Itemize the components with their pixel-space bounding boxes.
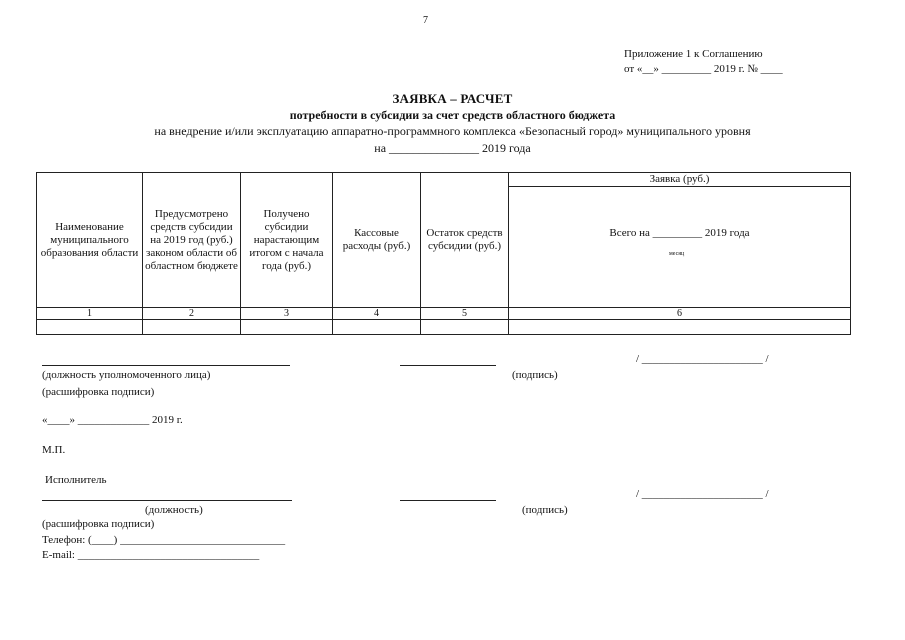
executor-signature-label: (подпись): [522, 504, 568, 516]
appendix-line-2: от «__» _________ 2019 г. № ____: [624, 63, 783, 75]
document-purpose: на внедрение и/или эксплуатацию аппаратно-программного комплекса «Безопасный город» муниципального уровня: [154, 124, 751, 138]
column-number: 1: [37, 308, 143, 320]
document-title: ЗАЯВКА – РАСЧЕТ: [392, 91, 513, 106]
table-cell: [333, 320, 421, 335]
col-header-request-total: [509, 187, 851, 308]
page-number: 7: [423, 15, 428, 26]
column-number-row: [37, 308, 851, 320]
position-line: [42, 365, 290, 366]
executor-label: Исполнитель: [45, 474, 107, 486]
col-header-request: Заявка (руб.): [509, 173, 851, 187]
table-cell: [37, 320, 143, 335]
col-header-planned: Предусмотрено средств субсидии на 2019 год (руб.) законом области об областном бюджете: [143, 173, 241, 308]
executor-position-line: [42, 500, 292, 501]
column-number: 3: [241, 308, 333, 320]
column-number: 2: [143, 308, 241, 320]
request-table: [36, 172, 851, 335]
document-subtitle: потребности в субсидии за счет средств областного бюджета: [289, 108, 616, 122]
executor-signature-line: [400, 500, 496, 501]
appendix-line-1: Приложение 1 к Соглашению: [624, 48, 763, 60]
decode-label: (расшифровка подписи): [42, 386, 155, 398]
stamp-label: М.П.: [42, 444, 66, 456]
email-line: E-mail: _________________________________: [42, 549, 260, 561]
column-number: 4: [333, 308, 421, 320]
executor-decode-label: (расшифровка подписи): [42, 518, 155, 530]
signature-line: [400, 365, 496, 366]
column-number: 6: [509, 308, 851, 320]
month-note: месяц: [669, 251, 685, 257]
column-number: 5: [421, 308, 509, 320]
col-header-balance: Остаток средств субсидии (руб.): [421, 173, 509, 308]
table-row: [37, 320, 851, 335]
appendix-note: [624, 47, 783, 77]
date-line: «____» _____________ 2019 г.: [42, 414, 183, 426]
col-header-received: Получено субсидии нарастающим итогом с начала года (руб.): [241, 173, 333, 308]
request-total-label: Всего на _________ 2019 года: [609, 226, 750, 239]
table-cell: [241, 320, 333, 335]
table-cell: [143, 320, 241, 335]
col-header-expenses: Кассовые расходы (руб.): [333, 173, 421, 308]
table-cell: [509, 320, 851, 335]
executor-decode-slash-line: / ______________________ /: [636, 488, 769, 500]
decode-slash-line: / ______________________ /: [636, 353, 769, 365]
col-header-municipality: Наименование муниципального образования области: [37, 173, 143, 308]
table-cell: [421, 320, 509, 335]
document-period: на _______________ 2019 года: [374, 141, 531, 155]
position-label: (должность уполномоченного лица): [42, 369, 211, 381]
phone-line: Телефон: (____) ______________________________: [42, 534, 286, 546]
executor-position-label: (должность): [145, 504, 203, 516]
signature-label: (подпись): [512, 369, 558, 381]
